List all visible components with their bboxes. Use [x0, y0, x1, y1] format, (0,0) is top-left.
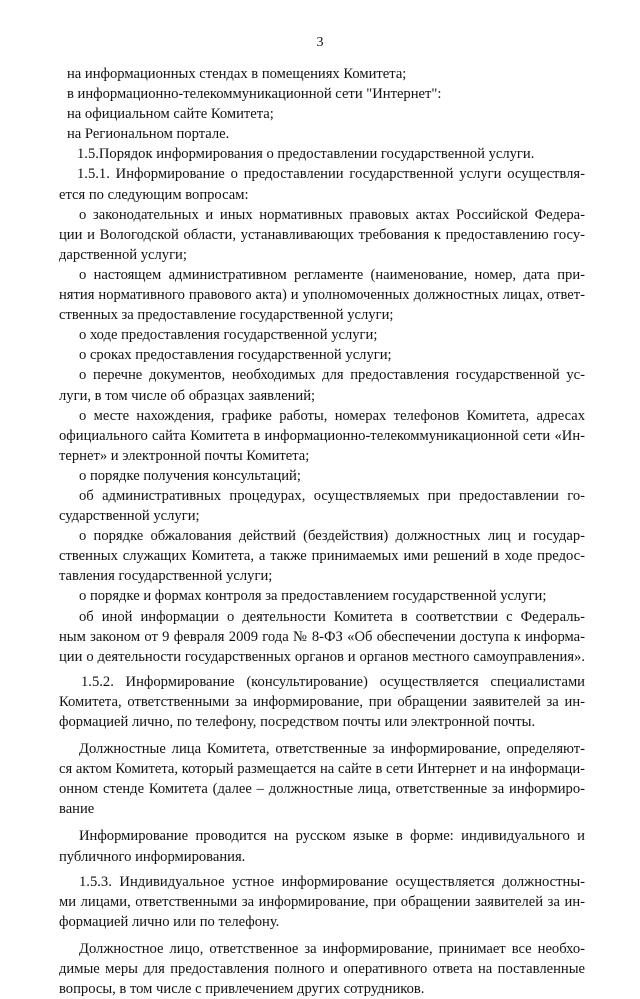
- text-line: о сроках предоставления государственной услуги;: [79, 347, 392, 364]
- text-line: на информационных стендах в помещениях Комитета;: [67, 66, 407, 82]
- text-line: вопросы, в том числе с привлечением других сотрудников.: [59, 981, 425, 998]
- text-line: формацией лично, по телефону, посредством почты или электронной почты.: [59, 714, 536, 730]
- text-line: вание: [59, 801, 95, 818]
- text-line: сударственной услуги;: [59, 508, 200, 525]
- text-line: о перечне документов, необходимых для предоставления государственной ус-: [79, 367, 585, 384]
- text-line: Информирование проводится на русском языке в форме: индивидуального и: [79, 828, 585, 845]
- text-line: тернет» и электронной почты Комитета;: [59, 447, 310, 464]
- text-line: ции о деятельности государственных органов и органов местного самоуправления».: [59, 648, 585, 665]
- text-line: в информационно-телекоммуникационной сети "Интернет":: [67, 86, 442, 103]
- text-line: о порядке получения консультаций;: [79, 467, 301, 484]
- section-heading: 1.5.Порядок информирования о предоставлении государственной услуги.: [77, 146, 535, 163]
- text-line: о настоящем административном регламенте (наименование, номер, дата при-: [79, 266, 585, 283]
- text-line: о месте нахождения, графике работы, номерах телефонов Комитета, адресах: [79, 407, 585, 424]
- text-line: о порядке обжалования действий (бездействия) должностных лиц и государ-: [79, 528, 585, 545]
- text-line: публичного информирования.: [59, 848, 246, 865]
- text-line: об административных процедурах, осуществляемых при предоставлении го-: [79, 487, 585, 504]
- text-line: ным законом от 9 февраля 2009 года № 8-ФЗ «Об обеспечении доступа к информа-: [59, 628, 585, 645]
- text-line: димые меры для предоставления полного и оперативного ответа на поставленные: [59, 961, 585, 978]
- text-line: на Региональном портале.: [67, 126, 230, 143]
- text-line: ственных служащих Комитета, а также принимаемых ими решений в ходе предос-: [59, 548, 585, 565]
- text-line: Комитета, ответственными за информирование, при обращении заявителей за ин-: [59, 693, 585, 710]
- text-line: луги, в том числе об образцах заявлений;: [59, 387, 316, 404]
- text-line: ственных за предоставление государственной услуги;: [59, 307, 394, 324]
- text-line: формацией лично или по телефону.: [59, 913, 280, 930]
- text-line: ся актом Комитета, который размещается на сайте в сети Интернет и на информаци-: [59, 761, 585, 778]
- document-body: [59, 64, 585, 999]
- text-line: нятия нормативного правового акта) и уполномоченных должностных лицах, ответ-: [59, 287, 585, 304]
- text-line: о законодательных и иных нормативных правовых актах Российской Федера-: [79, 206, 585, 223]
- text-line: тавления государственной услуги;: [59, 568, 273, 585]
- text-line: Должностное лицо, ответственное за информирование, принимает все необхо-: [79, 940, 585, 957]
- text-line: о порядке и формах контроля за предоставлением государственной услуги;: [79, 588, 547, 605]
- text-line: ется по следующим вопросам:: [59, 186, 249, 203]
- text-line: Должностные лица Комитета, ответственные за информирование, определяют-: [79, 741, 585, 758]
- text-line: 1.5.3. Индивидуальное устное информирование осуществляется должностны-: [79, 873, 585, 890]
- text-line: 1.5.1. Информирование о предоставлении государственной услуги осуществля-: [77, 166, 585, 183]
- text-line: о ходе предоставления государственной услуги;: [79, 327, 378, 344]
- page-number: 3: [316, 35, 324, 50]
- text-line: дарственной услуги;: [59, 246, 187, 263]
- text-line: официального сайта Комитета в информационно-телекоммуникационной сети «Ин-: [59, 427, 585, 444]
- text-line: ми лицами, ответственными за информирование, при обращении заявителей за ин-: [59, 893, 585, 910]
- text-line: об иной информации о деятельности Комитета в соответствии с Федераль-: [79, 608, 585, 625]
- text-line: 1.5.2. Информирование (консультирование) осуществляется специалистами: [81, 673, 585, 690]
- text-line: ции и Вологодской области, устанавливающих требования к предоставлению госу-: [59, 226, 585, 243]
- text-line: онном стенде Комитета (далее – должностные лица, ответственные за информиро-: [59, 781, 585, 798]
- text-line: на официальном сайте Комитета;: [67, 106, 274, 123]
